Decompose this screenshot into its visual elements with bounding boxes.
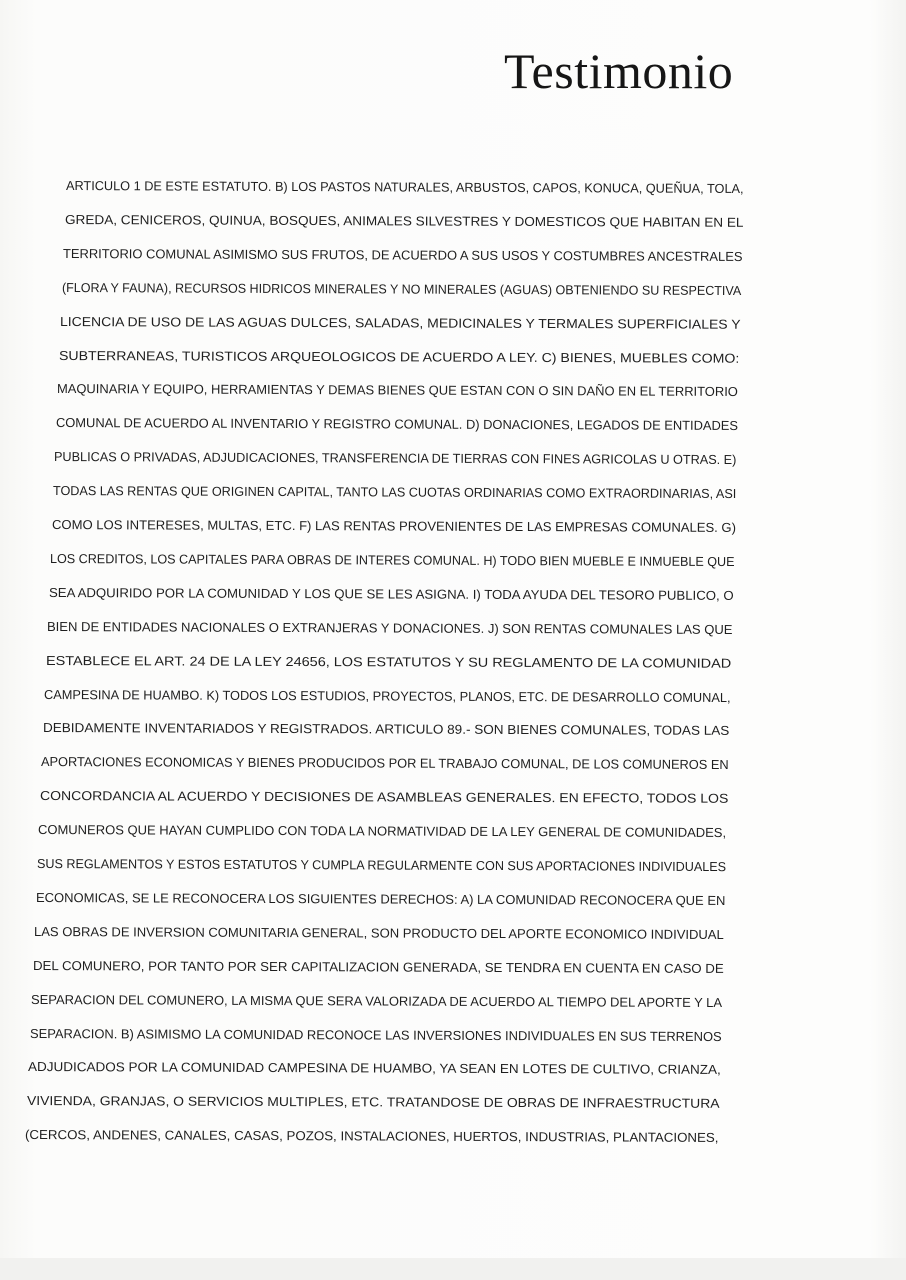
text-line: DEL COMUNERO, POR TANTO POR SER CAPITALIZACION GENERADA, SE TENDRA EN CUENTA EN CASO DE [32,957,724,976]
text-line: SEPARACION. B) ASIMISMO LA COMUNIDAD RECONOCE LAS INVERSIONES INDIVIDUALES EN SUS TERRENOS [29,1025,722,1044]
text-line: DEBIDAMENTE INVENTARIADOS Y REGISTRADOS. ARTICULO 89.- SON BIENES COMUNALES, TODAS LAS [42,720,730,739]
text-line: GREDA, CENICEROS, QUINUA, BOSQUES, ANIMALES SILVESTRES Y DOMESTICOS QUE HABITAN EN EL [64,211,744,230]
text-line: VIVIENDA, GRANJAS, O SERVICIOS MULTIPLES, ETC. TRATANDOSE DE OBRAS DE INFRAESTRUCTURA [26,1093,720,1112]
text-line: COMUNAL DE ACUERDO AL INVENTARIO Y REGISTRO COMUNAL. D) DONACIONES, LEGADOS DE ENTIDADES [55,415,738,434]
text-line: (CERCOS, ANDENES, CANALES, CASAS, POZOS, INSTALACIONES, HUERTOS, INDUSTRIAS, PLANTACIONES, [25,1127,719,1146]
text-line: SEPARACION DEL COMUNERO, LA MISMA QUE SERA VALORIZADA DE ACUERDO AL TIEMPO DEL APORTE Y LA [31,991,723,1010]
text-line: MAQUINARIA Y EQUIPO, HERRAMIENTAS Y DEMAS BIENES QUE ESTAN CON O SIN DAÑO EN EL TERRITORIO [57,381,739,400]
text-line: (FLORA Y FAUNA), RECURSOS HIDRICOS MINERALES Y NO MINERALES (AGUAS) OBTENIENDO SU RESPECTIVA [61,279,741,298]
text-line: ARTICULO 1 DE ESTE ESTATUTO. B) LOS PASTOS NATURALES, ARBUSTOS, CAPOS, KONUCA, QUEÑUA, TOLA, [65,178,744,197]
text-line: SUS REGLAMENTOS Y ESTOS ESTATUTOS Y CUMPLA REGULARMENTE CON SUS APORTACIONES INDIVIDUALES [36,856,727,875]
text-line: COMUNEROS QUE HAYAN CUMPLIDO CON TODA LA NORMATIVIDAD DE LA LEY GENERAL DE COMUNIDADES, [38,822,727,841]
text-line: LAS OBRAS DE INVERSION COMUNITARIA GENERAL, SON PRODUCTO DEL APORTE ECONOMICO INDIVIDUAL [34,923,724,942]
document-title: Testimonio [504,43,734,99]
text-line: ADJUDICADOS POR LA COMUNIDAD CAMPESINA DE HUAMBO, YA SEAN EN LOTES DE CULTIVO, CRIANZA, [28,1059,722,1078]
text-line: COMO LOS INTERESES, MULTAS, ETC. F) LAS RENTAS PROVENIENTES DE LAS EMPRESAS COMUNALES. G) [51,517,736,535]
text-line: PUBLICAS O PRIVADAS, ADJUDICACIONES, TRANSFERENCIA DE TIERRAS CON FINES AGRICOLAS U OTRAS. E) [54,449,737,468]
text-line: LICENCIA DE USO DE LAS AGUAS DULCES, SALADAS, MEDICINALES Y TERMALES SUPERFICIALES Y [60,313,741,332]
text-line: SUBTERRANEAS, TURISTICOS ARQUEOLOGICOS DE ACUERDO A LEY. C) BIENES, MUEBLES COMO: [58,347,740,366]
text-line: BIEN DE ENTIDADES NACIONALES O EXTRANJERAS Y DONACIONES. J) SON RENTAS COMUNALES LAS QUE [47,618,733,637]
text-line: TODAS LAS RENTAS QUE ORIGINEN CAPITAL, TANTO LAS CUOTAS ORDINARIAS COMO EXTRAORDINARIAS, ASI [52,483,737,502]
text-line: TERRITORIO COMUNAL ASIMISMO SUS FRUTOS, DE ACUERDO A SUS USOS Y COSTUMBRES ANCESTRALES [63,245,743,264]
text-line: APORTACIONES ECONOMICAS Y BIENES PRODUCIDOS POR EL TRABAJO COMUNAL, DE LOS COMUNEROS EN [41,754,730,773]
text-line: ECONOMICAS, SE LE RECONOCERA LOS SIGUIENTES DERECHOS: A) LA COMUNIDAD RECONOCERA QUE EN [35,889,725,908]
text-line: LOS CREDITOS, LOS CAPITALES PARA OBRAS DE INTERES COMUNAL. H) TODO BIEN MUEBLE E INMUEBLE QUE [50,550,735,569]
text-line: SEA ADQUIRIDO POR LA COMUNIDAD Y LOS QUE SE LES ASIGNA. I) TODA AYUDA DEL TESORO PUBLICO, O [48,584,734,603]
text-line: CAMPESINA DE HUAMBO. K) TODOS LOS ESTUDIOS, PROYECTOS, PLANOS, ETC. DE DESARROLLO COMUNAL, [44,686,731,705]
text-line: ESTABLECE EL ART. 24 DE LA LEY 24656, LOS ESTATUTOS Y SU REGLAMENTO DE LA COMUNIDAD [45,652,731,671]
scan-bottom-edge [0,1258,906,1280]
text-line: CONCORDANCIA AL ACUERDO Y DECISIONES DE ASAMBLEAS GENERALES. EN EFECTO, TODOS LOS [39,788,729,806]
